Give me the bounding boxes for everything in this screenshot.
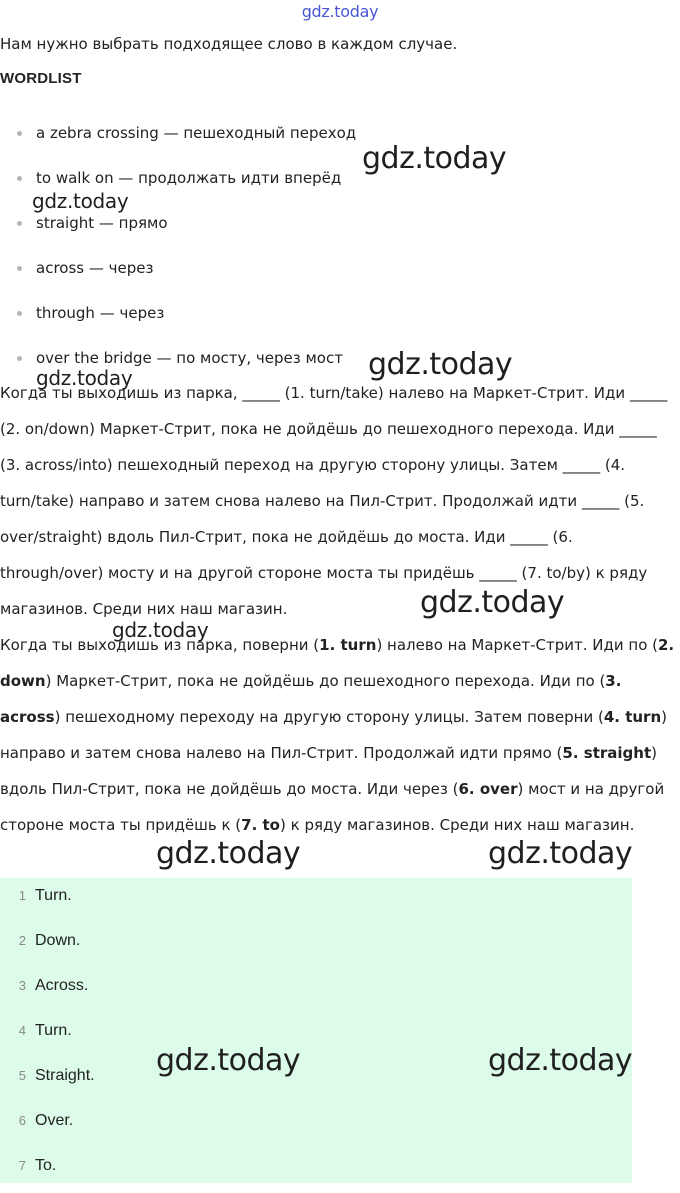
list-item-text: across — через	[36, 259, 154, 277]
answer-number: 1	[18, 888, 26, 903]
bullet-icon	[17, 221, 22, 226]
list-item	[0, 115, 356, 160]
answer-number: 5	[18, 1068, 26, 1083]
bullet-icon	[17, 356, 22, 361]
site-logo[interactable]: gdz.today	[301, 2, 379, 21]
list-item	[0, 205, 356, 250]
answer-text: ) пешеходному переходу на другую сторону улицы. Затем поверни (	[54, 708, 604, 726]
answer-text: ) направо и затем снова налево на Пил-Стрит. Продолжай идти прямо (	[0, 708, 667, 762]
answer-value: Straight.	[35, 1067, 95, 1084]
answer-number: 4	[18, 1023, 26, 1038]
wordlist	[0, 115, 356, 385]
wordlist-heading: WORDLIST	[0, 70, 82, 87]
answer-item	[0, 923, 632, 968]
watermark: gdz.today	[36, 366, 133, 390]
answer-text: ) налево на Маркет-Стрит. Иди по (	[376, 636, 658, 654]
list-item	[0, 295, 356, 340]
bullet-icon	[17, 311, 22, 316]
watermark: gdz.today	[488, 836, 633, 871]
answer-paragraph	[0, 627, 680, 843]
answer-text: ) мост и на другой стороне моста ты придёшь к (	[0, 780, 665, 834]
bullet-icon	[17, 176, 22, 181]
answer-key: 7. to	[241, 816, 280, 834]
answer-value: Turn.	[35, 1022, 72, 1039]
answer-box	[0, 878, 632, 1183]
answer-text: ) Маркет-Стрит, пока не дойдёшь до пешеходного перехода. Иди по (	[45, 672, 606, 690]
list-item-text: straight — прямо	[36, 214, 168, 232]
answer-number: 3	[18, 978, 26, 993]
answer-list	[0, 878, 632, 1193]
task-paragraph: Когда ты выходишь из парка, _____ (1. turn/take) налево на Маркет-Стрит. Иди _____ (2. on/down) Маркет-Стрит, пока не дойдёшь до пешеходного перехода. Иди _____ (3. across/into) пешеходный переход на другую сторону улицы. Затем _____ (4. turn/take) направо и затем снова налево на Пил-Стрит. Продолжай идти _____ (5. over/straight) вдоль Пил-Стрит, пока не дойдёшь до моста. Иди _____ (6. through/over) мосту и на другой стороне моста ты придёшь _____ (7. to/by) к ряду магазинов. Среди них наш магазин.	[0, 384, 668, 618]
answer-number: 2	[18, 933, 26, 948]
list-item	[0, 160, 356, 205]
watermark: gdz.today	[420, 585, 565, 620]
bullet-icon	[17, 131, 22, 136]
intro-text: Нам нужно выбрать подходящее слово в каждом случае.	[0, 35, 458, 53]
list-item-text: a zebra crossing — пешеходный переход	[36, 124, 357, 142]
answer-value: Across.	[35, 977, 89, 994]
answer-key: 2. down	[0, 636, 675, 690]
watermark: gdz.today	[368, 347, 513, 382]
answer-item	[0, 968, 632, 1013]
watermark: gdz.today	[112, 618, 209, 642]
list-item-text: over the bridge — по мосту, через мост	[36, 349, 343, 367]
list-item-text: through — через	[36, 304, 165, 322]
watermark: gdz.today	[362, 141, 507, 176]
answer-item	[0, 1103, 632, 1148]
watermark: gdz.today	[488, 1043, 633, 1078]
list-item	[0, 250, 356, 295]
answer-key: 6. over	[458, 780, 518, 798]
answer-item	[0, 1148, 632, 1193]
answer-key: 5. straight	[562, 744, 652, 762]
bullet-icon	[17, 266, 22, 271]
answer-text: Когда ты выходишь из парка, поверни (	[0, 636, 320, 654]
answer-number: 7	[18, 1158, 26, 1173]
answer-item	[0, 878, 632, 923]
answer-key: 3. across	[0, 672, 622, 726]
answer-key: 4. turn	[603, 708, 662, 726]
watermark: gdz.today	[32, 189, 129, 213]
answer-value: To.	[35, 1157, 57, 1174]
answer-key: 1. turn	[319, 636, 377, 654]
answer-item	[0, 1013, 632, 1058]
answer-item	[0, 1058, 632, 1103]
answer-value: Turn.	[35, 887, 72, 904]
watermark: gdz.today	[156, 1043, 301, 1078]
list-item-text: to walk on — продолжать идти вперёд	[36, 169, 342, 187]
answer-text: ) вдоль Пил-Стрит, пока не дойдёшь до моста. Иди через (	[0, 744, 657, 798]
watermark: gdz.today	[156, 836, 301, 871]
answer-value: Down.	[35, 932, 81, 949]
answer-value: Over.	[35, 1112, 74, 1129]
answer-text: ) к ряду магазинов. Среди них наш магазин.	[280, 816, 635, 834]
answer-number: 6	[18, 1113, 26, 1128]
